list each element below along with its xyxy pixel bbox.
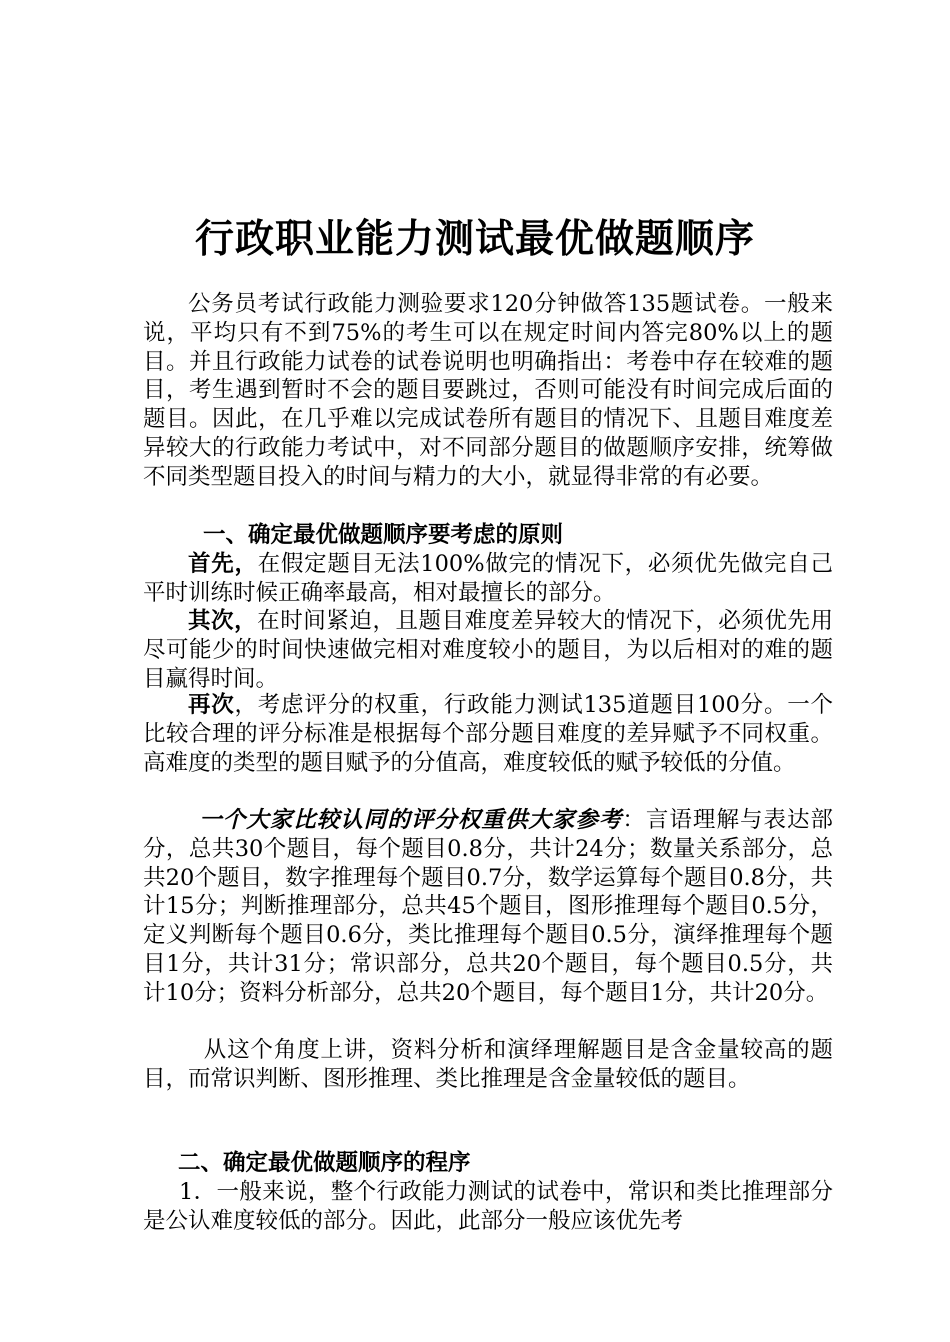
scoring-weights-paragraph [143, 806, 833, 1008]
principle-second-text: 在时间紧迫，且题目难度差异较大的情况下，必须优先用尽可能少的时间快速做完相对难度较小的题目，为以后相对的难的题目赢得时间。 [143, 608, 833, 692]
principle-third-text: ，考虑评分的权重，行政能力测试135道题目100分。一个比较合理的评分标准是根据每个部分题目难度的差异赋予不同权重。高难度的类型的题目赋予的分值高，难度较低的赋予较低的分值。 [143, 692, 833, 776]
scoring-weights-lead: 一个大家比较认同的评分权重供大家参考 [199, 807, 623, 833]
section2-heading: 二、确定最优做题顺序的程序 [178, 1150, 471, 1176]
conclusion-paragraph: 从这个角度上讲，资料分析和演绎理解题目是含金量较高的题目，而常识判断、图形推理、类比推理是含金量较低的题目。 [143, 1037, 833, 1092]
principle-first-text: 在假定题目无法100%做完的情况下，必须优先做完自己平时训练时候正确率最高，相对最擅长的部分。 [143, 551, 833, 606]
principle-first-lead: 首先， [188, 551, 258, 577]
principle-second-lead: 其次， [188, 608, 258, 634]
principle-first-paragraph [143, 550, 833, 608]
intro-paragraph: 公务员考试行政能力测验要求120分钟做答135题试卷。一般来说，平均只有不到75%的考生可以在规定时间内答完80%以上的题目。并且行政能力试卷的试卷说明也明确指出：考卷中存在较难的题目，考生遇到暂时不会的题目要跳过，否则可能没有时间完成后面的题目。因此，在几乎难以完成试卷所有题目的情况下、且题目难度差异较大的行政能力考试中，对不同部分题目的做题顺序安排，统筹做不同类型题目投入的时间与精力的大小，就显得非常的有必要。 [143, 291, 833, 490]
procedure-step1-paragraph: 1．一般来说，整个行政能力测试的试卷中，常识和类比推理部分是公认难度较低的部分。因此，此部分一般应该优先考 [143, 1179, 833, 1234]
section1-heading: 一、确定最优做题顺序要考虑的原则 [203, 522, 564, 548]
scoring-weights-text: ：言语理解与表达部分，总共30个题目，每个题目0.8分，共计24分；数量关系部分，总共20个题目，数字推理每个题目0.7分，数学运算每个题目0.8分，共计15分；判断推理部分，总共45个题目，图形推理每个题目0.5分，定义判断每个题目0.6分，类比推理每个题目0.5分，演绎推理每个题目1分，共计31分；常识部分，总共20个题目，每个题目0.5分，共计10分；资料分析部分，总共20个题目，每个题目1分，共计20分。 [143, 807, 833, 1006]
principle-second-paragraph [143, 607, 833, 693]
document-title: 行政职业能力测试最优做题顺序 [194, 217, 755, 262]
principle-third-lead: 再次 [188, 692, 235, 718]
principle-third-paragraph [143, 691, 833, 777]
